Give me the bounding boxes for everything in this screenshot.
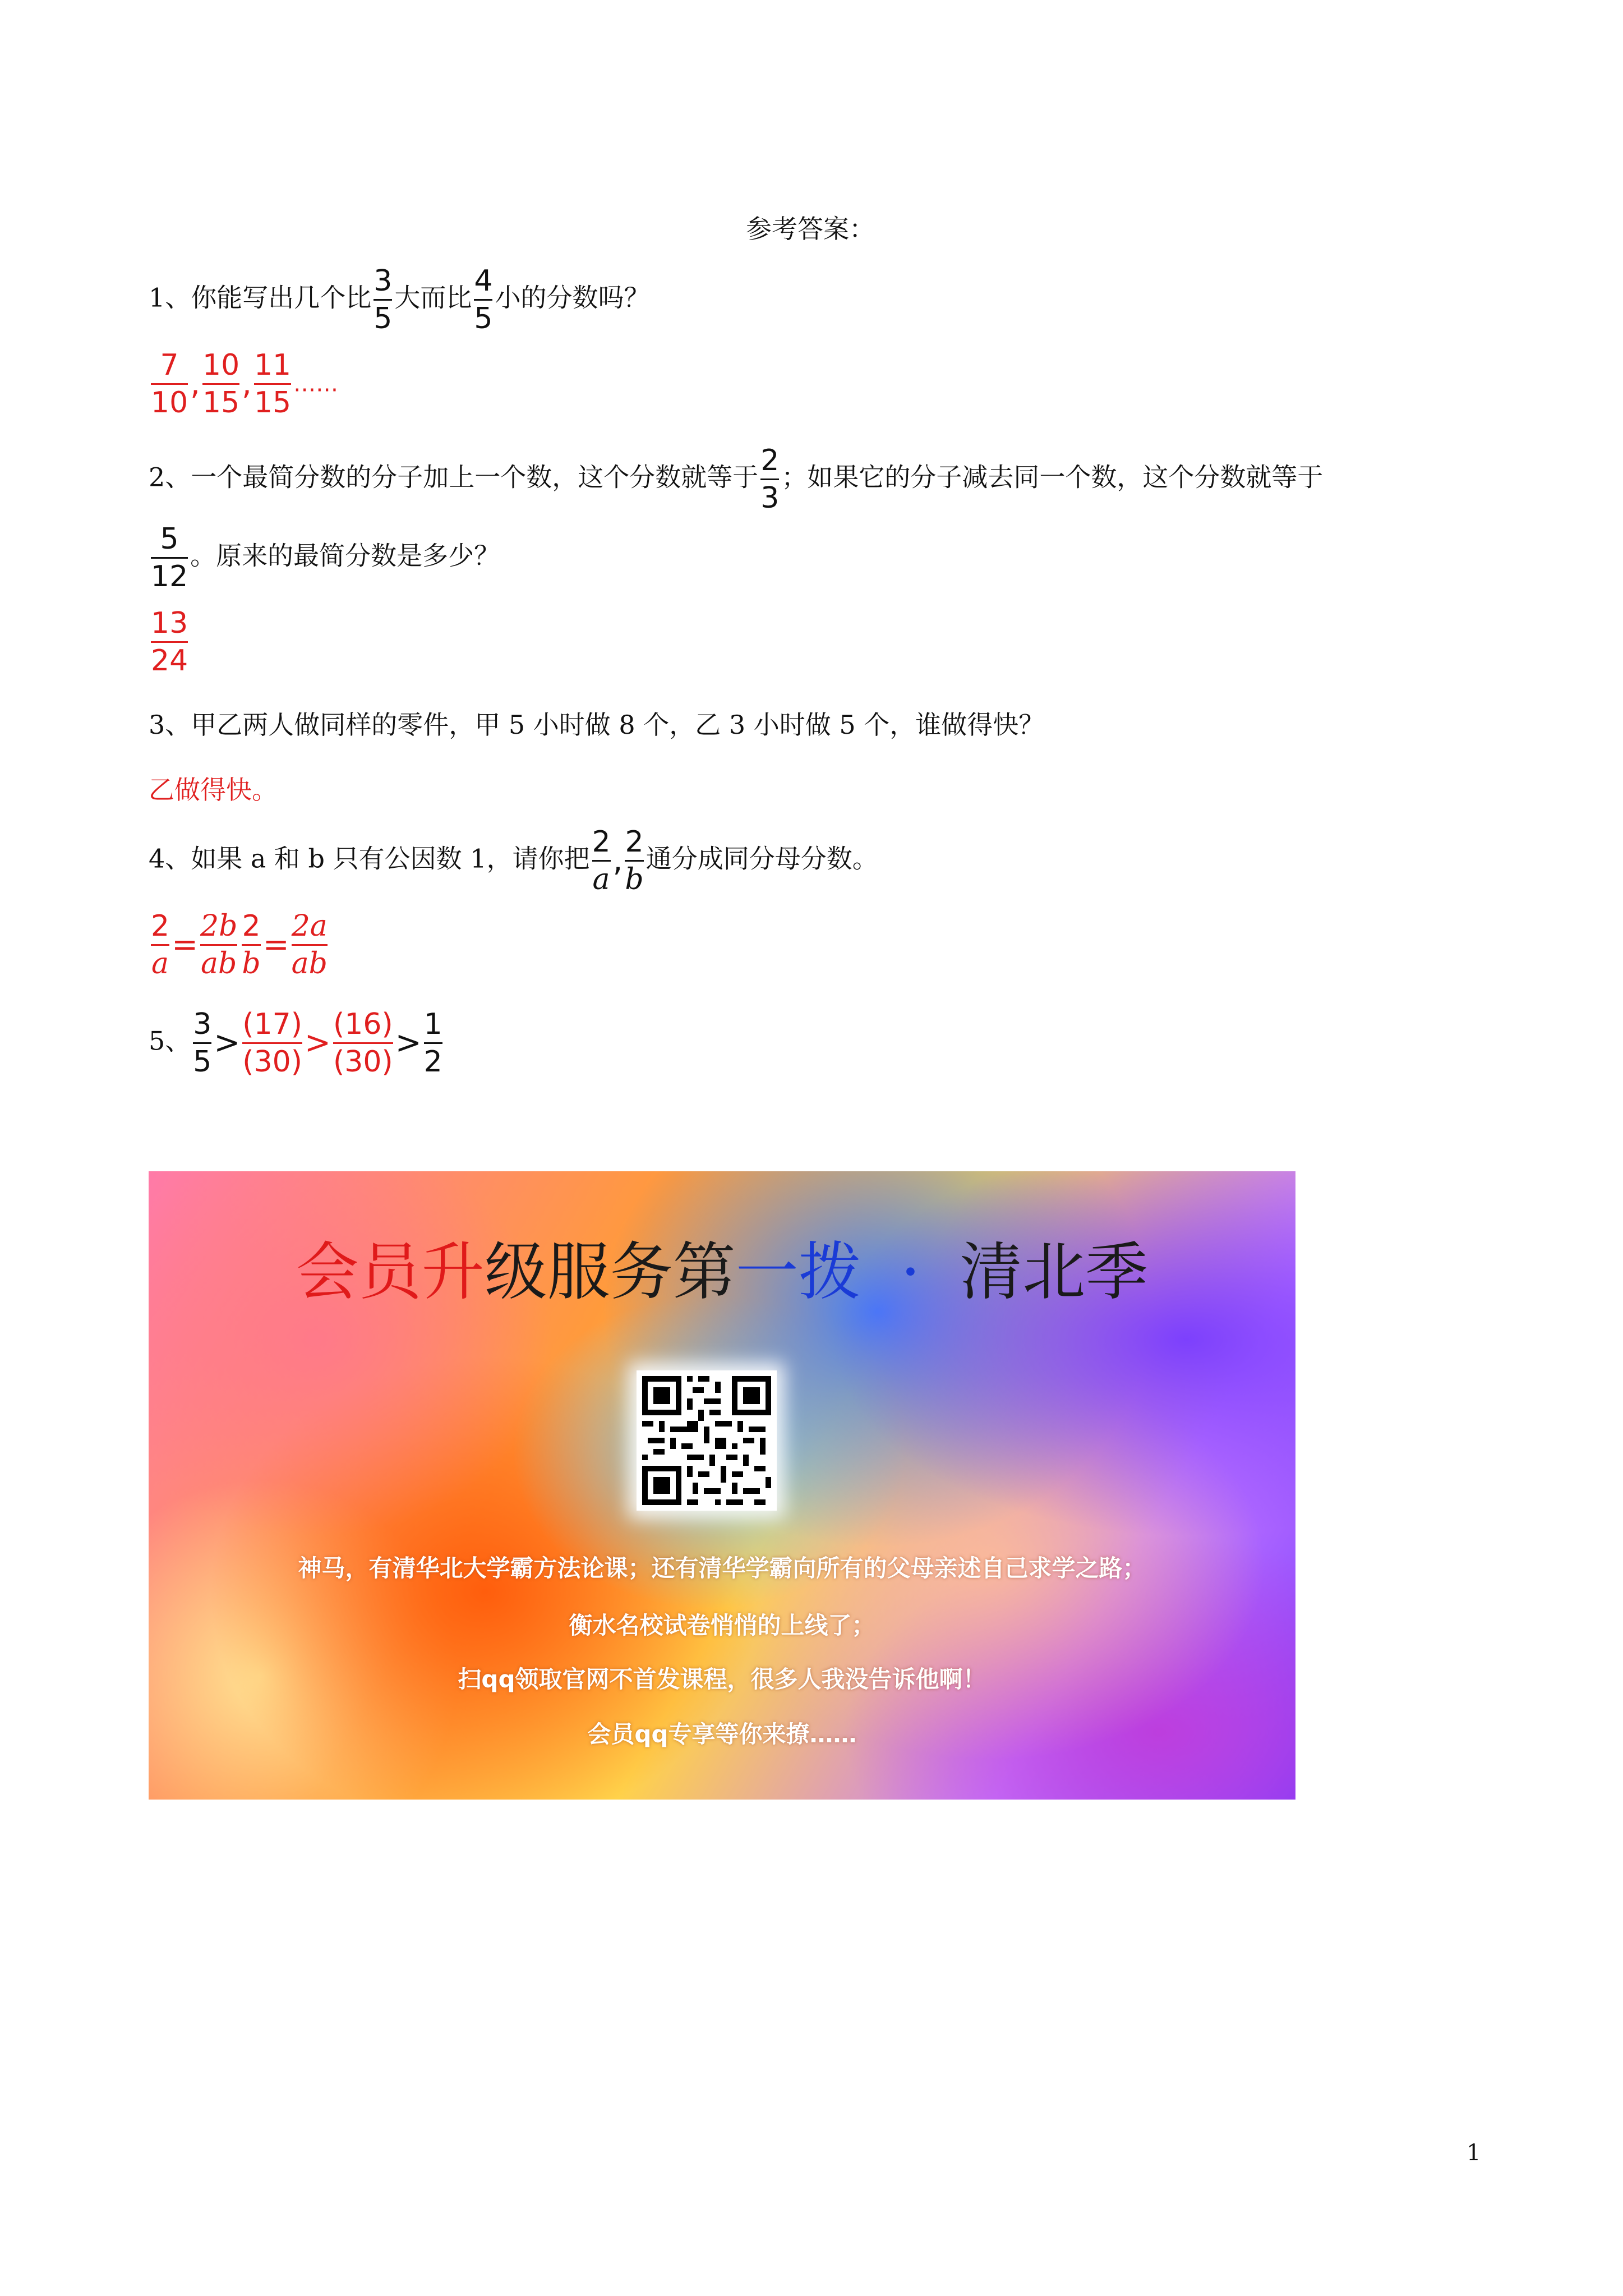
question-1-mid: 大而比 — [394, 282, 472, 313]
answer-fraction: $\frac{2b}{ab}$ — [200, 909, 238, 981]
answer-fraction: $\frac{11}{15}$ — [253, 348, 292, 420]
answer-fraction: $\frac{2}{a}$ — [151, 909, 170, 981]
answer-2 — [149, 606, 190, 678]
question-2-line-2: $\frac{5}{12}$ 。原来的最简分数是多少？ — [151, 522, 500, 593]
answer-fraction: $\frac{10}{15}$ — [202, 348, 240, 420]
fraction-4-5: $\frac{4}{5}$ — [474, 264, 493, 335]
question-1-suffix: 小的分数吗？ — [495, 282, 650, 313]
answer-fraction: $\frac{2}{b}$ — [242, 909, 261, 981]
fraction-3-5: $\frac{3}{5}$ — [193, 1007, 212, 1079]
question-1 — [149, 264, 649, 336]
answer-3: 乙做得快。 — [149, 775, 278, 805]
promo-line-2: 衡水名校试卷悄悄的上线了； — [569, 1612, 875, 1639]
promo-line-3: 扫qq领取官网不首发课程，很多人我没告诉他啊！ — [458, 1665, 986, 1693]
page-title: 参考答案： — [746, 214, 875, 244]
answer-fraction: $\frac{7}{10}$ — [151, 348, 188, 420]
question-5: 5、 $\frac{3}{5}$ > $\frac{(17)}{(30)}$ > $\frac{(16)}{(30)}$ > $\frac{1}{2}$ — [149, 1007, 442, 1079]
fraction-5-12: $\frac{5}{12}$ — [151, 522, 188, 593]
answer-fraction: $\frac{(17)}{(30)}$ — [242, 1007, 303, 1079]
page-number: 1 — [1467, 2140, 1481, 2166]
fraction-2-a: $\frac{2}{a}$ — [592, 825, 611, 896]
answer-1: $\frac{7}{10}$ , $\frac{10}{15}$ , $\frac{11}{15}$ …… — [151, 348, 339, 420]
answer-fraction: $\frac{13}{24}$ — [151, 606, 188, 678]
promo-line-4: 会员qq专享等你来撩…… — [587, 1720, 857, 1748]
answer-fraction: $\frac{(16)}{(30)}$ — [333, 1007, 393, 1079]
fraction-1-2: $\frac{1}{2}$ — [423, 1007, 442, 1079]
promo-line-1: 神马，有清华北大学霸方法论课；还有清华学霸向所有的父母亲述自己求学之路； — [298, 1554, 1146, 1582]
fraction-2-3: $\frac{2}{3}$ — [760, 444, 780, 515]
question-3: 3、甲乙两人做同样的零件，甲 5 小时做 8 个，乙 3 小时做 5 个，谁做得快？ — [149, 710, 1045, 740]
qr-code-icon[interactable] — [637, 1370, 777, 1511]
question-1-prefix: 1、你能写出几个比 — [149, 282, 372, 313]
fraction-3-5: $\frac{3}{5}$ — [374, 264, 393, 335]
promo-banner[interactable] — [149, 1171, 1295, 1800]
answer-ellipsis: …… — [293, 371, 339, 397]
question-2-line-1: 2、一个最简分数的分子加上一个数，这个分数就等于 $\frac{2}{3}$ ；如果它的分子减去同一个数，这个分数就等于 — [149, 444, 1324, 515]
banner-title: 会员升级服务第一拨 · 清北季 — [296, 1236, 1149, 1309]
question-4: 4、如果 a 和 b 只有公因数 1，请你把 $\frac{2}{a}$ , $\frac{2}{b}$ 通分成同分母分数。 — [149, 825, 878, 896]
title-dot: · — [900, 1236, 921, 1309]
fraction-2-b: $\frac{2}{b}$ — [625, 825, 644, 896]
answer-fraction: $\frac{2a}{ab}$ — [291, 909, 328, 981]
answer-4: $\frac{2}{a}$ = $\frac{2b}{ab}$ $\frac{2}{b}$ = $\frac{2a}{ab}$ — [151, 909, 328, 981]
